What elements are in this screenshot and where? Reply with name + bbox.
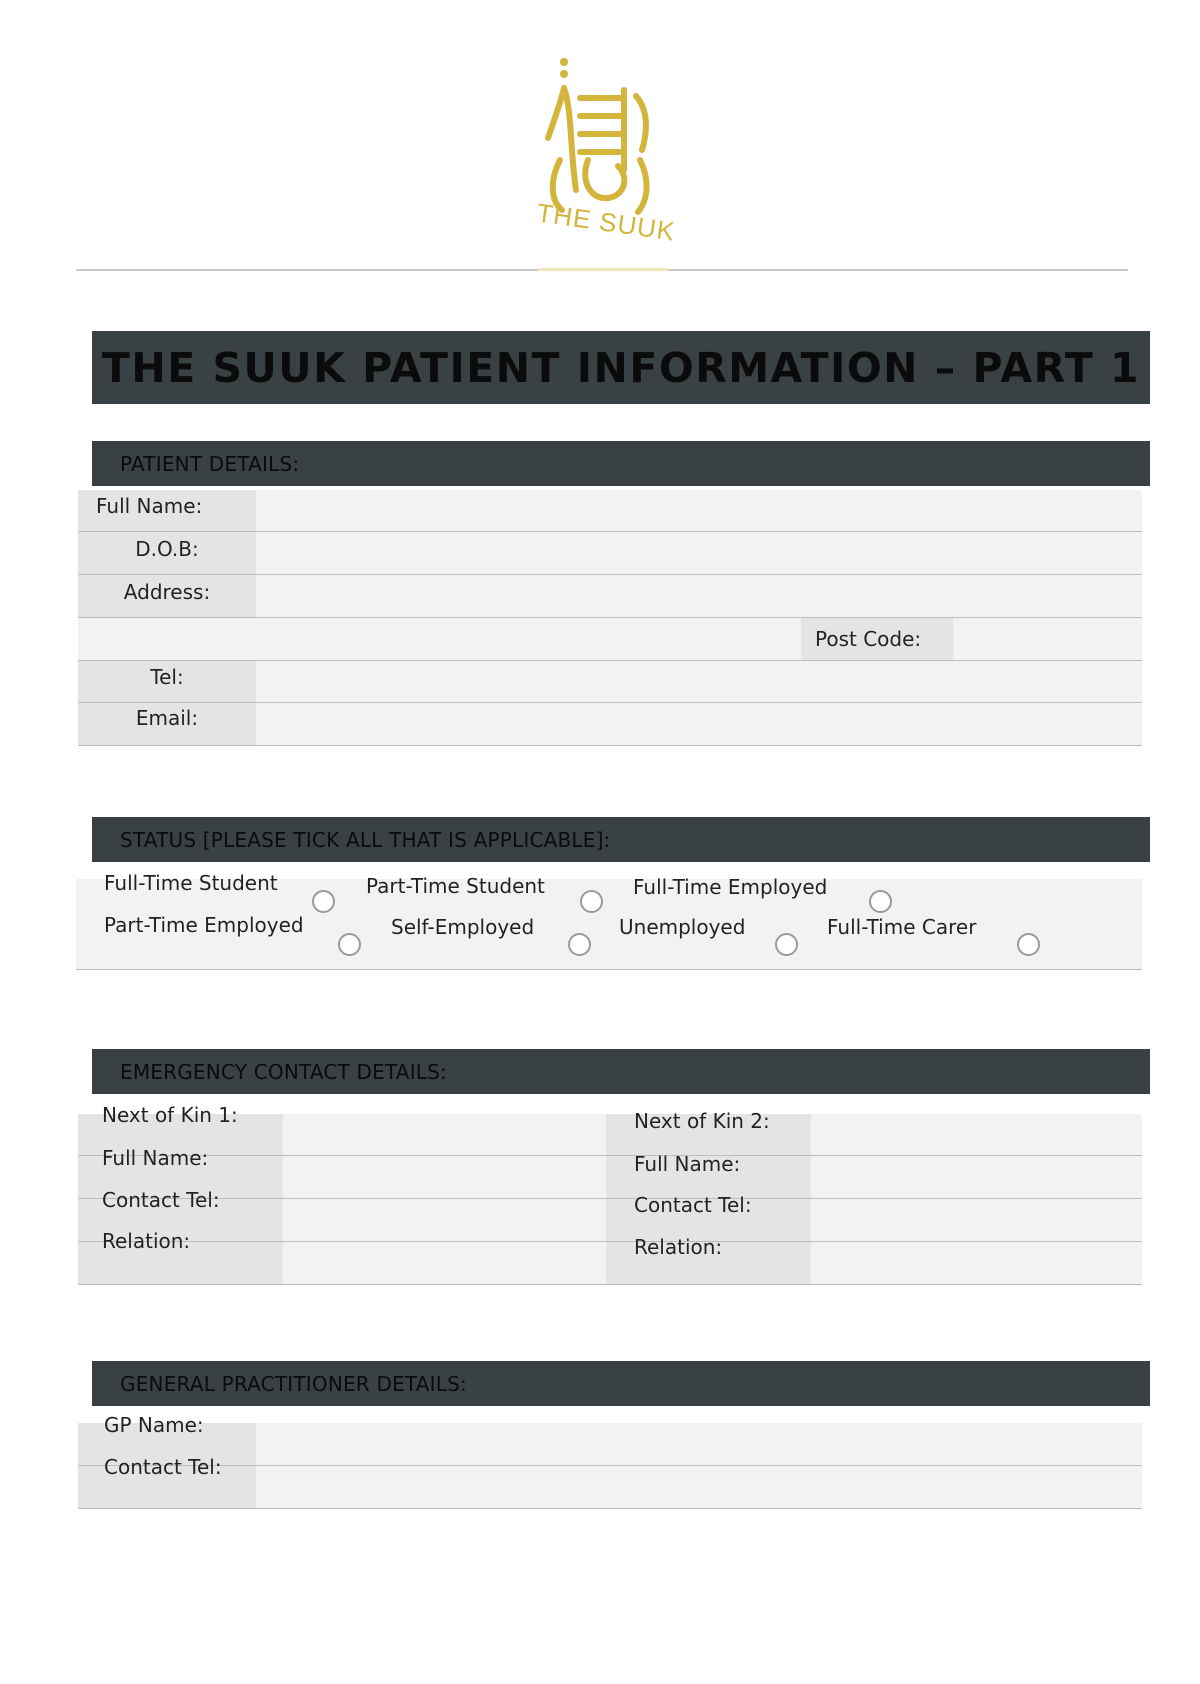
kin2-contact-tel-field[interactable]: [811, 1199, 1142, 1241]
dob-field[interactable]: [256, 532, 1142, 574]
kin1-title: Next of Kin 1:: [102, 1103, 238, 1127]
gp-contact-tel-field[interactable]: [256, 1466, 1142, 1508]
tel-label: Tel:: [150, 665, 184, 689]
email-label: Email:: [135, 706, 199, 730]
full-name-field[interactable]: [256, 490, 1142, 531]
post-code-label: Post Code:: [815, 627, 922, 651]
gp-name-field[interactable]: [256, 1423, 1142, 1465]
status-option-part-time-student-label: Part-Time Student: [366, 874, 545, 898]
status-option-full-time-employed-label: Full-Time Employed: [633, 875, 828, 899]
kin1-full-name-field[interactable]: [283, 1156, 606, 1198]
gp-name-label: GP Name:: [104, 1413, 204, 1437]
full-name-label: Full Name:: [96, 494, 203, 518]
kin1-contact-tel-field[interactable]: [283, 1199, 606, 1241]
tel-field[interactable]: [256, 661, 1142, 702]
status-radio-full-time-student[interactable]: [312, 890, 335, 913]
status-radio-part-time-student[interactable]: [580, 890, 603, 913]
status-option-unemployed-label: Unemployed: [619, 915, 746, 939]
post-code-field[interactable]: [953, 618, 1142, 660]
row-divider: [78, 1508, 1142, 1509]
kin2-contact-tel-label: Contact Tel:: [634, 1193, 752, 1217]
dob-label: D.O.B:: [135, 537, 199, 561]
status-radio-full-time-carer[interactable]: [1017, 933, 1040, 956]
row-divider: [78, 745, 1142, 746]
gp-contact-tel-label: Contact Tel:: [104, 1455, 222, 1479]
kin2-full-name-label: Full Name:: [634, 1152, 741, 1176]
row-divider: [76, 969, 1142, 970]
gp-details-heading: GENERAL PRACTITIONER DETAILS:: [120, 1371, 467, 1396]
status-radio-full-time-employed[interactable]: [869, 890, 892, 913]
kin1-contact-tel-label: Contact Tel:: [102, 1188, 220, 1212]
status-option-full-time-student-label: Full-Time Student: [104, 871, 278, 895]
address-line2-field[interactable]: [78, 618, 801, 660]
status-radio-self-employed[interactable]: [568, 933, 591, 956]
kin1-relation-label: Relation:: [102, 1229, 191, 1253]
row-divider: [78, 1284, 1142, 1285]
status-option-full-time-carer-label: Full-Time Carer: [827, 915, 977, 939]
status-radio-unemployed[interactable]: [775, 933, 798, 956]
form-title-bar: [92, 331, 1150, 404]
status-header: [92, 817, 1150, 862]
form-title: THE SUUK PATIENT INFORMATION – PART 1: [101, 343, 1141, 392]
kin1-relation-field[interactable]: [283, 1242, 606, 1284]
emergency-contact-heading: EMERGENCY CONTACT DETAILS:: [120, 1059, 447, 1084]
kin2-relation-label: Relation:: [634, 1235, 723, 1259]
patient-details-header: [92, 441, 1150, 486]
gp-details-header: [92, 1361, 1150, 1406]
address-field[interactable]: [256, 575, 1142, 617]
kin2-full-name-field[interactable]: [811, 1156, 1142, 1198]
status-option-part-time-employed-label: Part-Time Employed: [104, 913, 304, 937]
kin2-title: Next of Kin 2:: [634, 1109, 770, 1133]
logo-wordmark: THE SUUK: [534, 197, 678, 247]
status-radio-part-time-employed[interactable]: [338, 933, 361, 956]
address-label: Address:: [123, 580, 211, 604]
status-heading: STATUS [PLEASE TICK ALL THAT IS APPLICABLE]:: [120, 827, 611, 852]
logo-underline: [538, 268, 668, 271]
kin1-full-name-label: Full Name:: [102, 1146, 209, 1170]
kin2-relation-field[interactable]: [811, 1242, 1142, 1284]
status-option-self-employed-label: Self-Employed: [391, 915, 535, 939]
email-field[interactable]: [256, 703, 1142, 745]
emergency-contact-header: [92, 1049, 1150, 1094]
patient-details-heading: PATIENT DETAILS:: [120, 451, 300, 476]
